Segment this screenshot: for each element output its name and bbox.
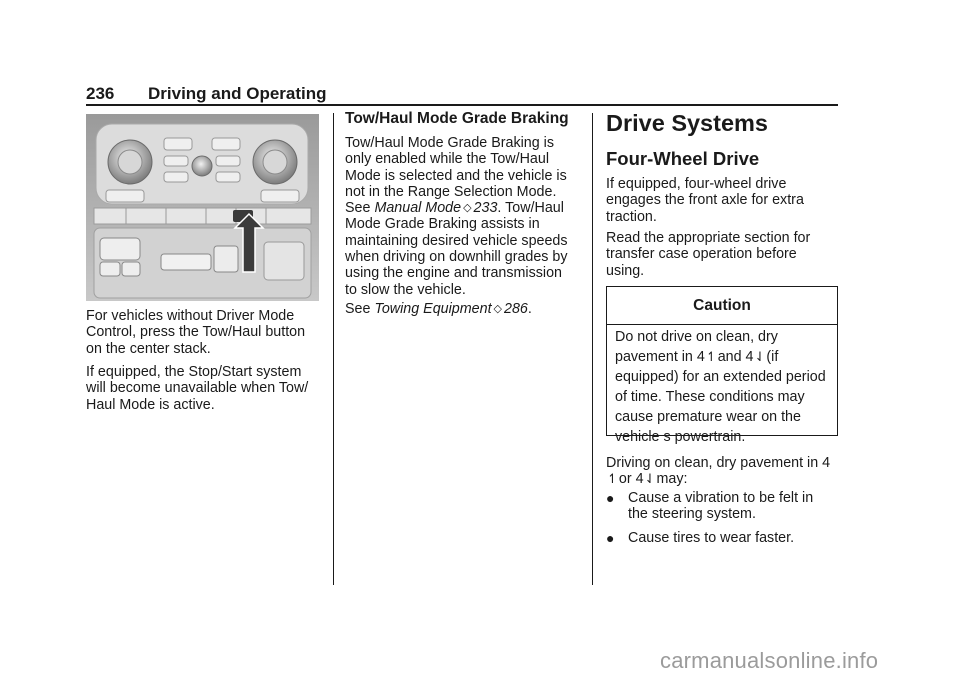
text-line: only enabled while the Tow/Haul — [345, 151, 549, 168]
period: . — [527, 301, 532, 317]
col2-paragraph-2 — [345, 301, 581, 317]
text-fragment: (if — [766, 349, 779, 365]
bullet-item-2: Cause tires to wear faster. — [628, 530, 795, 546]
text-line: Do not drive on clean, dry — [615, 329, 778, 345]
text-line: cause premature wear on the — [615, 409, 801, 425]
text-fragment: Driving on clean, dry pavement in 4 — [606, 455, 831, 471]
text-line: using the engine and transmission — [345, 265, 562, 282]
text-line: the steering system. — [628, 506, 756, 523]
bullet-item-1 — [628, 490, 838, 523]
text-line: Mode Grade Braking assists in — [345, 216, 540, 233]
bullet-icon: ● — [606, 530, 615, 546]
col2-paragraph-1 — [345, 135, 581, 298]
text-line: not in the Range Selection Mode. — [345, 183, 557, 200]
caution-title: Caution — [693, 297, 751, 314]
page-reference-icon: ◇ — [493, 303, 503, 315]
bullet-icon: ● — [606, 490, 615, 506]
text-line — [345, 200, 581, 216]
4-low-icon: ⇃ — [644, 471, 656, 487]
see-text: See — [345, 200, 371, 217]
caution-box — [606, 286, 838, 445]
4-high-icon: ↿ — [607, 471, 618, 487]
text-line: Cause a vibration to be felt in — [628, 490, 814, 506]
header-rule — [86, 104, 838, 106]
towing-equipment-page[interactable]: 286 — [504, 301, 528, 317]
4-high-icon: ↿ — [705, 349, 717, 364]
see-text: See — [345, 301, 371, 317]
text-fragment: and 4 — [717, 349, 754, 365]
text-line: Tow/Haul Mode Grade Braking is — [345, 135, 554, 151]
caution-text — [615, 327, 833, 447]
column-divider-1 — [333, 113, 334, 585]
text-fragment: may: — [656, 471, 688, 488]
text-line — [615, 347, 833, 367]
text-line: of time. These conditions may — [615, 389, 805, 405]
text-line: Mode is selected and the vehicle is — [345, 167, 567, 184]
drive-systems-heading: Drive Systems — [606, 110, 768, 136]
col3-paragraph-3 — [606, 455, 838, 488]
col3-paragraph-1: If equipped, four-wheel drive engages the front axle for extra traction. — [606, 176, 804, 225]
text-line: equipped) for an extended period — [615, 369, 826, 385]
manual-mode-link[interactable]: Manual Mode — [374, 200, 462, 217]
text-fragment: pavement in 4 — [615, 349, 705, 365]
col1-paragraph-1: For vehicles without Driver Mode Control, press the Tow/Haul button on the center stack. — [86, 308, 306, 357]
col1-paragraph-2: If equipped, the Stop/Start system will become unavailable when Tow/ Haul Mode is active. — [86, 364, 309, 413]
text-line: vehicle s powertrain. — [615, 429, 746, 445]
page-reference-icon: ◇ — [463, 202, 472, 215]
tow-haul-heading: Tow/Haul Mode Grade Braking — [345, 110, 569, 127]
caution-rule — [607, 324, 837, 325]
center-stack-photo — [86, 114, 319, 301]
col3-paragraph-2: Read the appropriate section for transfer case operation before using. — [606, 230, 811, 279]
after-link-text: . Tow/Haul — [497, 200, 564, 217]
column-divider-2 — [592, 113, 593, 585]
watermark: carmanualsonline.info — [660, 648, 879, 673]
text-fragment: or 4 — [618, 471, 644, 488]
manual-mode-page[interactable]: 233 — [473, 200, 498, 217]
towing-equipment-link[interactable]: Towing Equipment — [374, 301, 492, 317]
text-line: to slow the vehicle. — [345, 281, 466, 298]
four-wheel-drive-heading: Four-Wheel Drive — [606, 148, 760, 169]
4-low-icon: ⇃ — [754, 349, 766, 364]
text-line: when driving on downhill grades by — [345, 249, 568, 266]
text-line: maintaining desired vehicle speeds — [345, 232, 568, 249]
section-title: Driving and Operating — [148, 84, 327, 103]
page-number: 236 — [86, 84, 115, 103]
